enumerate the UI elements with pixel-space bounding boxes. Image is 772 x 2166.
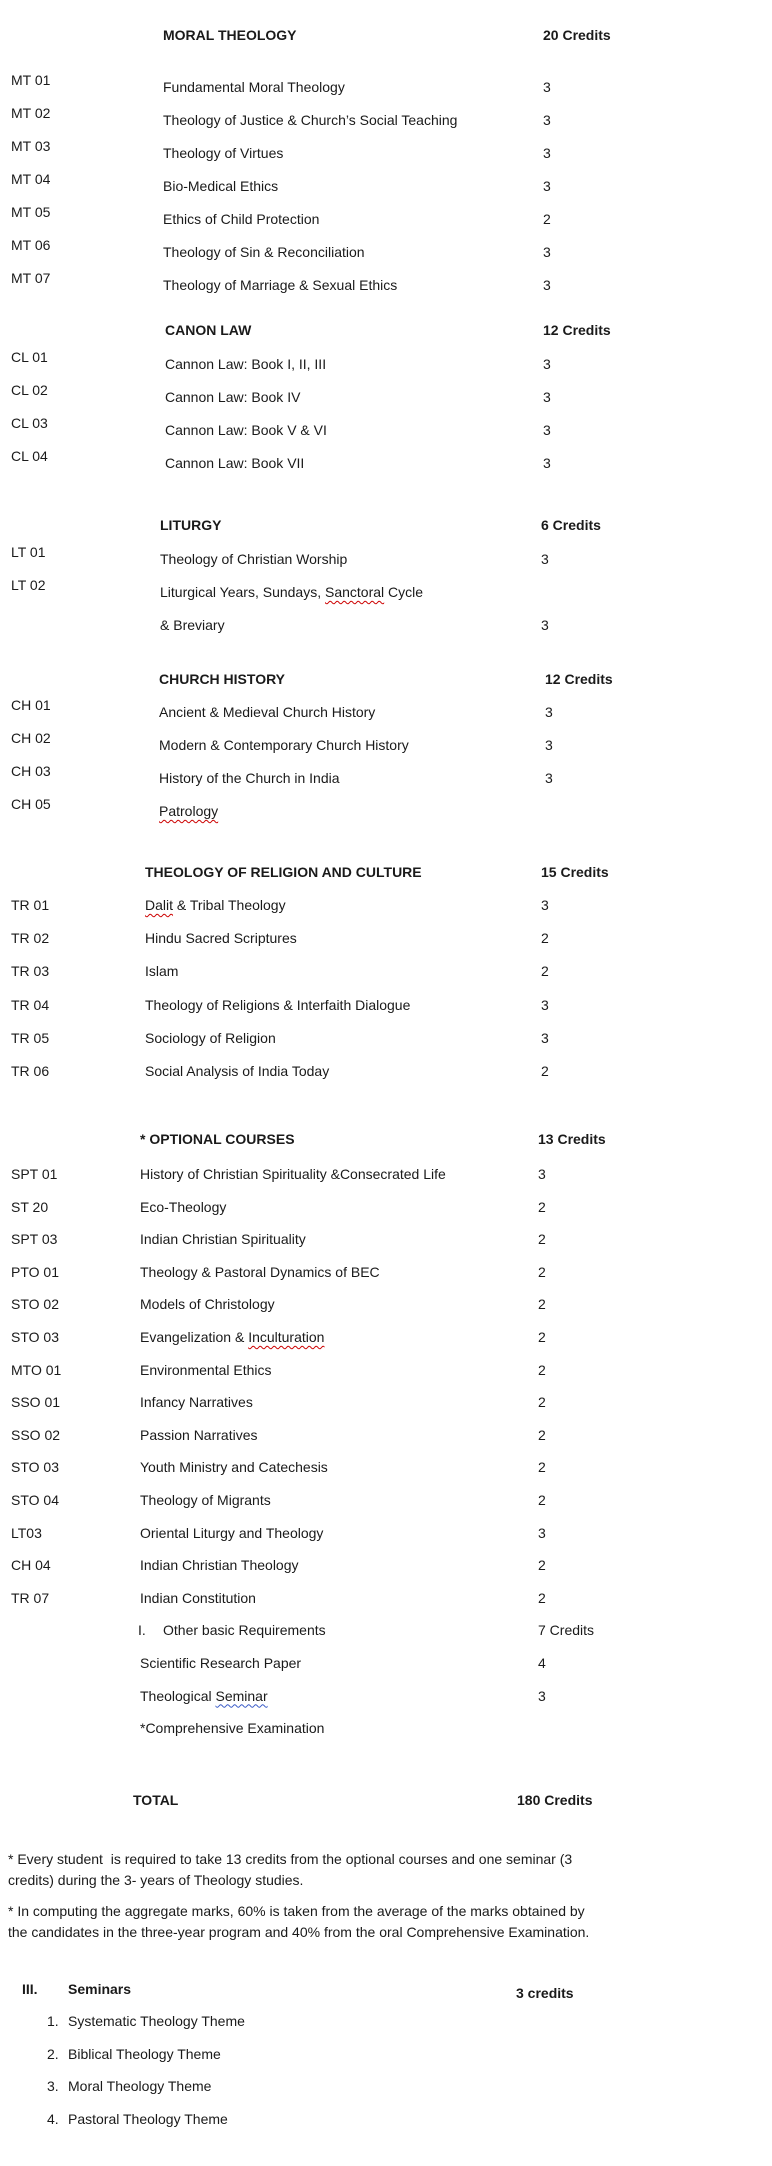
course-title: Fundamental Moral Theology	[163, 79, 345, 95]
total-label: TOTAL	[133, 1792, 179, 1808]
course-credit: 7 Credits	[538, 1622, 595, 1639]
course-code: CH 04	[11, 1557, 51, 1574]
course-title: Passion Narratives	[140, 1426, 258, 1443]
course-code: MT 03	[11, 138, 51, 154]
misspelled-word: Inculturation	[248, 1329, 325, 1345]
course-title	[159, 803, 218, 819]
course-credit: 3	[541, 996, 549, 1013]
course-code: SPT 01	[11, 1166, 58, 1182]
seminar-item-label: Systematic Theology Theme	[68, 2013, 245, 2029]
section-credits: 15 Credits	[541, 864, 609, 880]
course-title: Evangelization & Inculturation	[140, 1329, 325, 1345]
footnote-line: * In computing the aggregate marks, 60% is taken from the average of the marks obtained by	[8, 1903, 585, 1919]
course-code: CL 02	[11, 382, 48, 398]
section-heading: LITURGY	[160, 517, 222, 533]
course-credit: 3	[545, 737, 553, 753]
seminar-item-number: 3.	[47, 2078, 59, 2095]
course-code: STO 03	[11, 1329, 59, 1345]
course-credit: 3	[541, 551, 549, 567]
course-credit: 2	[541, 1063, 549, 1079]
course-code: LT 01	[11, 544, 46, 560]
course-title: Ancient & Medieval Church History	[159, 704, 376, 720]
course-credit: 2	[538, 1492, 546, 1508]
course-code: PTO 01	[11, 1263, 59, 1280]
course-title: Cannon Law: Book VII	[165, 455, 305, 471]
course-code: STO 03	[11, 1459, 59, 1476]
course-code: ST 20	[11, 1198, 49, 1215]
course-code: LT03	[11, 1524, 42, 1541]
seminar-item-number: 1.	[47, 2013, 59, 2029]
course-title: Eco-Theology	[140, 1198, 227, 1215]
course-title: Cannon Law: Book V & VI	[165, 422, 327, 438]
course-title: Islam	[145, 963, 179, 980]
course-title: & Breviary	[160, 617, 225, 633]
course-credit: 3	[543, 112, 551, 128]
course-credit: 2	[543, 211, 551, 227]
course-title: Theological Seminar	[140, 1687, 268, 1704]
course-code: MT 05	[11, 204, 51, 220]
section-heading: * OPTIONAL COURSES	[140, 1131, 295, 1147]
course-credit: 2	[538, 1426, 546, 1443]
course-title: Theology of Christian Worship	[160, 551, 348, 567]
course-code: TR 04	[11, 996, 50, 1013]
course-credit: 2	[538, 1557, 546, 1574]
course-title: Liturgical Years, Sundays, Sanctoral Cycle	[160, 584, 424, 600]
course-title: Modern & Contemporary Church History	[159, 737, 409, 753]
course-code: TR 06	[11, 1063, 50, 1079]
course-credit: 3	[541, 1029, 549, 1046]
course-credit: 2	[538, 1296, 546, 1313]
course-title: Scientific Research Paper	[140, 1655, 302, 1671]
course-code: CL 03	[11, 415, 48, 431]
course-credit: 2	[538, 1198, 546, 1215]
course-title: Hindu Sacred Scriptures	[145, 930, 297, 947]
course-credit: 3	[538, 1524, 546, 1541]
seminars-numeral: III.	[22, 1981, 38, 1997]
course-credit: 3	[545, 770, 553, 786]
course-code: STO 04	[11, 1492, 59, 1508]
course-title: Indian Christian Theology	[140, 1557, 299, 1574]
course-title: Bio-Medical Ethics	[163, 178, 279, 194]
list-numeral: I.	[138, 1622, 146, 1639]
footnote-line: * Every student is required to take 13 credits from the optional courses and one seminar (3	[8, 1851, 573, 1867]
course-credit: 2	[541, 930, 549, 947]
course-title: Indian Christian Spirituality	[140, 1231, 306, 1248]
course-credit: 3	[543, 178, 551, 194]
course-title: Ethics of Child Protection	[163, 211, 320, 227]
footnote	[8, 1849, 572, 1890]
course-title: Environmental Ethics	[140, 1361, 272, 1378]
course-title: Indian Constitution	[140, 1589, 256, 1606]
course-credit: 3	[543, 455, 551, 471]
course-credit: 3	[538, 1687, 546, 1704]
seminar-item-number: 4.	[47, 2111, 59, 2128]
course-title: *Comprehensive Examination	[140, 1720, 325, 1737]
footnote-line: the candidates in the three-year program and 40% from the oral Comprehensive Examination.	[8, 1923, 590, 1940]
course-title: History of the Church in India	[159, 770, 340, 786]
course-title	[138, 1622, 326, 1638]
course-credit: 3	[543, 356, 551, 372]
course-code: STO 02	[11, 1296, 59, 1313]
seminar-item-label: Biblical Theology Theme	[68, 2045, 221, 2062]
course-credit: 2	[538, 1394, 546, 1411]
course-title: Theology of Migrants	[140, 1492, 271, 1508]
course-title: Dalit & Tribal Theology	[145, 897, 286, 913]
course-code: MT 06	[11, 237, 51, 253]
course-code: TR 03	[11, 963, 50, 980]
course-code: TR 07	[11, 1589, 50, 1606]
course-credit: 3	[538, 1166, 546, 1182]
footnote-line: credits) during the 3- years of Theology studies.	[8, 1871, 304, 1888]
course-code: SSO 01	[11, 1394, 61, 1411]
course-credit: 3	[543, 389, 551, 405]
course-credit: 2	[538, 1263, 546, 1280]
section-heading: MORAL THEOLOGY	[163, 27, 297, 43]
course-title: History of Christian Spirituality &Consecrated Life	[140, 1166, 446, 1182]
course-code: CH 02	[11, 730, 51, 746]
misspelled-word: Dalit	[145, 897, 174, 913]
seminars-heading: Seminars	[68, 1981, 132, 1997]
course-code: MT 02	[11, 105, 51, 121]
section-credits: 20 Credits	[543, 27, 611, 43]
course-code: MT 04	[11, 171, 51, 187]
course-code: SPT 03	[11, 1231, 58, 1248]
course-credit: 3	[543, 422, 551, 438]
course-title: Youth Ministry and Catechesis	[140, 1459, 328, 1476]
course-title: Theology of Justice & Church’s Social Teaching	[163, 112, 458, 128]
course-title: Theology of Marriage & Sexual Ethics	[163, 277, 398, 293]
misspelled-word: Patrology	[159, 803, 219, 819]
footnote	[8, 1901, 589, 1942]
seminar-item-number: 2.	[47, 2045, 59, 2062]
misspelled-word: Seminar	[215, 1687, 268, 1704]
section-credits: 6 Credits	[541, 517, 601, 533]
course-credit: 2	[538, 1231, 546, 1248]
section-heading: CANON LAW	[165, 322, 252, 338]
total-credits: 180 Credits	[517, 1792, 593, 1808]
course-code: MT 01	[11, 72, 51, 88]
course-credit: 3	[543, 277, 551, 293]
course-code: CH 05	[11, 796, 51, 812]
course-credit: 3	[543, 145, 551, 161]
course-code: CL 01	[11, 349, 48, 365]
course-code: CH 01	[11, 697, 51, 713]
course-credit: 3	[543, 79, 551, 95]
seminars-credits: 3 credits	[516, 1985, 574, 2001]
course-title: Theology of Sin & Reconciliation	[163, 244, 365, 260]
course-title: Theology of Religions & Interfaith Dialogue	[145, 996, 411, 1013]
course-title: Theology & Pastoral Dynamics of BEC	[140, 1263, 380, 1280]
course-credit: 3	[545, 704, 553, 720]
course-credit: 2	[538, 1459, 546, 1476]
course-title: Models of Christology	[140, 1296, 275, 1313]
course-credit: 2	[538, 1361, 546, 1378]
course-code: MTO 01	[11, 1361, 62, 1378]
course-code: CH 03	[11, 763, 51, 779]
course-code: LT 02	[11, 577, 46, 593]
course-code: TR 05	[11, 1029, 50, 1046]
section-heading: THEOLOGY OF RELIGION AND CULTURE	[145, 864, 422, 880]
course-code: TR 02	[11, 930, 50, 947]
course-title: Social Analysis of India Today	[145, 1063, 330, 1079]
course-code: MT 07	[11, 270, 51, 286]
course-code: SSO 02	[11, 1426, 61, 1443]
misspelled-word: Sanctoral	[325, 584, 385, 600]
course-credit: 3	[541, 617, 549, 633]
course-title: Theology of Virtues	[163, 145, 284, 161]
course-credit: 4	[538, 1655, 546, 1671]
course-code: TR 01	[11, 897, 50, 913]
section-credits: 13 Credits	[538, 1131, 606, 1147]
course-credit: 3	[541, 897, 549, 913]
seminar-item-label: Pastoral Theology Theme	[68, 2111, 228, 2128]
section-credits: 12 Credits	[543, 322, 611, 338]
course-title: Cannon Law: Book IV	[165, 389, 301, 405]
seminar-item-label: Moral Theology Theme	[68, 2078, 212, 2095]
course-credit: 2	[541, 963, 549, 980]
section-credits: 12 Credits	[545, 671, 613, 687]
course-code: CL 04	[11, 448, 48, 464]
course-title-text: Other basic Requirements	[163, 1622, 326, 1639]
course-title: Infancy Narratives	[140, 1394, 253, 1411]
course-credit: 2	[538, 1329, 546, 1345]
course-credit: 3	[543, 244, 551, 260]
course-title: Sociology of Religion	[145, 1029, 276, 1046]
section-heading: CHURCH HISTORY	[159, 671, 286, 687]
course-title: Oriental Liturgy and Theology	[140, 1524, 324, 1541]
course-title: Cannon Law: Book I, II, III	[165, 356, 327, 372]
course-credit: 2	[538, 1589, 546, 1606]
